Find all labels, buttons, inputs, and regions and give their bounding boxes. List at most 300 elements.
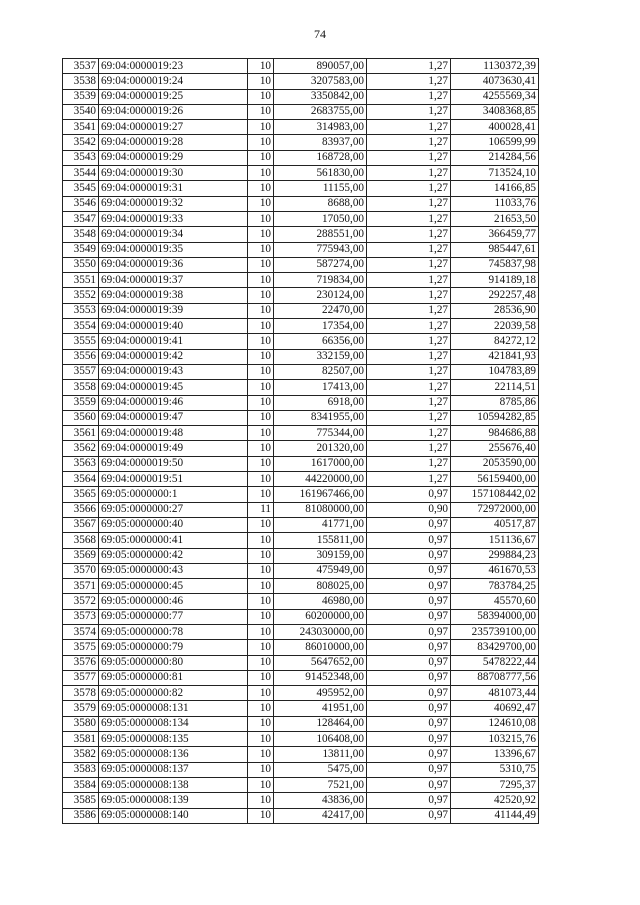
cadastral-number-cell: 69:05:0000000:45: [99, 579, 248, 594]
row-number-cell: 3565: [63, 487, 99, 502]
row-number-cell: 3540: [63, 104, 99, 119]
category-code-cell: 10: [248, 640, 274, 655]
cadastral-number-cell: 69:04:0000019:30: [99, 166, 248, 181]
coefficient-cell: 1,27: [367, 273, 451, 288]
cadastral-number-cell: 69:05:0000000:80: [99, 655, 248, 670]
row-number-cell: 3566: [63, 502, 99, 517]
table-row: [63, 288, 539, 303]
category-code-cell: 10: [248, 762, 274, 777]
row-number-cell: 3559: [63, 395, 99, 410]
category-code-cell: 10: [248, 227, 274, 242]
coefficient-cell: 0,97: [367, 533, 451, 548]
row-number-cell: 3552: [63, 288, 99, 303]
result-cell: 72972000,00: [451, 502, 539, 517]
table-row: [63, 670, 539, 685]
category-code-cell: 10: [248, 334, 274, 349]
coefficient-cell: 0,97: [367, 747, 451, 762]
row-number-cell: 3549: [63, 242, 99, 257]
table-row: [63, 349, 539, 364]
cadastral-number-cell: 69:05:0000000:43: [99, 563, 248, 578]
result-cell: 985447,61: [451, 242, 539, 257]
table-row: [63, 273, 539, 288]
row-number-cell: 3573: [63, 609, 99, 624]
cadastral-number-cell: 69:05:0000008:137: [99, 762, 248, 777]
value-cell: 890057,00: [274, 59, 367, 74]
coefficient-cell: 1,27: [367, 334, 451, 349]
result-cell: 4255569,34: [451, 89, 539, 104]
table-row: [63, 502, 539, 517]
table-row: [63, 395, 539, 410]
cadastral-number-cell: 69:05:0000000:82: [99, 686, 248, 701]
coefficient-cell: 0,97: [367, 793, 451, 808]
coefficient-cell: 1,27: [367, 456, 451, 471]
value-cell: 719834,00: [274, 273, 367, 288]
result-cell: 11033,76: [451, 196, 539, 211]
cadastral-number-cell: 69:04:0000019:47: [99, 410, 248, 425]
cadastral-number-cell: 69:05:0000008:140: [99, 808, 248, 823]
value-cell: 309159,00: [274, 548, 367, 563]
result-cell: 255676,40: [451, 441, 539, 456]
cadastral-number-cell: 69:05:0000008:134: [99, 716, 248, 731]
value-cell: 161967466,00: [274, 487, 367, 502]
category-code-cell: 10: [248, 655, 274, 670]
category-code-cell: 10: [248, 242, 274, 257]
cadastral-number-cell: 69:04:0000019:32: [99, 196, 248, 211]
coefficient-cell: 1,27: [367, 426, 451, 441]
row-number-cell: 3551: [63, 273, 99, 288]
row-number-cell: 3544: [63, 166, 99, 181]
cadastral-number-cell: 69:05:0000000:40: [99, 517, 248, 532]
value-cell: 128464,00: [274, 716, 367, 731]
value-cell: 168728,00: [274, 150, 367, 165]
table-row: [63, 380, 539, 395]
result-cell: 58394000,00: [451, 609, 539, 624]
cadastral-number-cell: 69:05:0000008:139: [99, 793, 248, 808]
row-number-cell: 3577: [63, 670, 99, 685]
cadastral-number-cell: 69:04:0000019:38: [99, 288, 248, 303]
value-cell: 46980,00: [274, 594, 367, 609]
table-row: [63, 303, 539, 318]
value-cell: 3207583,00: [274, 74, 367, 89]
category-code-cell: 10: [248, 196, 274, 211]
table-row: [63, 609, 539, 624]
value-cell: 91452348,00: [274, 670, 367, 685]
category-code-cell: 10: [248, 135, 274, 150]
category-code-cell: 10: [248, 533, 274, 548]
category-code-cell: 10: [248, 777, 274, 792]
coefficient-cell: 1,27: [367, 303, 451, 318]
row-number-cell: 3542: [63, 135, 99, 150]
cadastral-number-cell: 69:04:0000019:46: [99, 395, 248, 410]
coefficient-cell: 1,27: [367, 89, 451, 104]
table-row: [63, 242, 539, 257]
value-cell: 2683755,00: [274, 104, 367, 119]
table-row: [63, 410, 539, 425]
category-code-cell: 11: [248, 502, 274, 517]
table-row: [63, 747, 539, 762]
table-row: [63, 640, 539, 655]
cadastral-number-cell: 69:04:0000019:45: [99, 380, 248, 395]
row-number-cell: 3560: [63, 410, 99, 425]
table-row: [63, 334, 539, 349]
cadastral-number-cell: 69:04:0000019:43: [99, 364, 248, 379]
cadastral-number-cell: 69:05:0000000:77: [99, 609, 248, 624]
coefficient-cell: 0,97: [367, 487, 451, 502]
cadastral-number-cell: 69:04:0000019:29: [99, 150, 248, 165]
row-number-cell: 3553: [63, 303, 99, 318]
cadastral-number-cell: 69:04:0000019:35: [99, 242, 248, 257]
value-cell: 1617000,00: [274, 456, 367, 471]
coefficient-cell: 1,27: [367, 410, 451, 425]
cadastral-number-cell: 69:05:0000008:138: [99, 777, 248, 792]
result-cell: 151136,67: [451, 533, 539, 548]
coefficient-cell: 0,97: [367, 762, 451, 777]
table-row: [63, 181, 539, 196]
result-cell: 713524,10: [451, 166, 539, 181]
coefficient-cell: 1,27: [367, 395, 451, 410]
result-cell: 366459,77: [451, 227, 539, 242]
row-number-cell: 3570: [63, 563, 99, 578]
cadastral-number-cell: 69:04:0000019:24: [99, 74, 248, 89]
result-cell: 28536,90: [451, 303, 539, 318]
category-code-cell: 10: [248, 517, 274, 532]
category-code-cell: 10: [248, 487, 274, 502]
cadastral-number-cell: 69:04:0000019:48: [99, 426, 248, 441]
category-code-cell: 10: [248, 441, 274, 456]
coefficient-cell: 0,97: [367, 732, 451, 747]
row-number-cell: 3575: [63, 640, 99, 655]
row-number-cell: 3584: [63, 777, 99, 792]
row-number-cell: 3548: [63, 227, 99, 242]
result-cell: 421841,93: [451, 349, 539, 364]
table-row: [63, 563, 539, 578]
result-cell: 299884,23: [451, 548, 539, 563]
row-number-cell: 3546: [63, 196, 99, 211]
coefficient-cell: 1,27: [367, 181, 451, 196]
value-cell: 332159,00: [274, 349, 367, 364]
value-cell: 775943,00: [274, 242, 367, 257]
coefficient-cell: 1,27: [367, 441, 451, 456]
category-code-cell: 10: [248, 701, 274, 716]
category-code-cell: 10: [248, 716, 274, 731]
row-number-cell: 3557: [63, 364, 99, 379]
result-cell: 42520,92: [451, 793, 539, 808]
category-code-cell: 10: [248, 273, 274, 288]
cadastral-number-cell: 69:05:0000000:1: [99, 487, 248, 502]
row-number-cell: 3572: [63, 594, 99, 609]
cadastral-number-cell: 69:04:0000019:36: [99, 257, 248, 272]
result-cell: 88708777,56: [451, 670, 539, 685]
result-cell: 22039,58: [451, 319, 539, 334]
coefficient-cell: 0,97: [367, 563, 451, 578]
table-row: [63, 89, 539, 104]
value-cell: 155811,00: [274, 533, 367, 548]
coefficient-cell: 1,27: [367, 227, 451, 242]
category-code-cell: 10: [248, 594, 274, 609]
table-row: [63, 150, 539, 165]
category-code-cell: 10: [248, 732, 274, 747]
table-row: [63, 548, 539, 563]
table-body: [63, 59, 539, 824]
cadastral-number-cell: 69:05:0000000:41: [99, 533, 248, 548]
cadastral-number-cell: 69:04:0000019:51: [99, 472, 248, 487]
row-number-cell: 3539: [63, 89, 99, 104]
category-code-cell: 10: [248, 59, 274, 74]
cadastral-number-cell: 69:04:0000019:26: [99, 104, 248, 119]
result-cell: 103215,76: [451, 732, 539, 747]
value-cell: 230124,00: [274, 288, 367, 303]
row-number-cell: 3582: [63, 747, 99, 762]
coefficient-cell: 0,97: [367, 808, 451, 823]
category-code-cell: 10: [248, 563, 274, 578]
category-code-cell: 10: [248, 548, 274, 563]
value-cell: 17413,00: [274, 380, 367, 395]
value-cell: 5475,00: [274, 762, 367, 777]
row-number-cell: 3545: [63, 181, 99, 196]
value-cell: 66356,00: [274, 334, 367, 349]
category-code-cell: 10: [248, 380, 274, 395]
coefficient-cell: 1,27: [367, 364, 451, 379]
category-code-cell: 10: [248, 609, 274, 624]
row-number-cell: 3569: [63, 548, 99, 563]
table-row: [63, 74, 539, 89]
coefficient-cell: 1,27: [367, 166, 451, 181]
table-row: [63, 227, 539, 242]
cadastral-number-cell: 69:04:0000019:42: [99, 349, 248, 364]
category-code-cell: 10: [248, 686, 274, 701]
value-cell: 808025,00: [274, 579, 367, 594]
row-number-cell: 3561: [63, 426, 99, 441]
result-cell: 40692,47: [451, 701, 539, 716]
cadastral-number-cell: 69:05:0000000:81: [99, 670, 248, 685]
value-cell: 41771,00: [274, 517, 367, 532]
value-cell: 288551,00: [274, 227, 367, 242]
table-row: [63, 762, 539, 777]
result-cell: 10594282,85: [451, 410, 539, 425]
value-cell: 82507,00: [274, 364, 367, 379]
row-number-cell: 3558: [63, 380, 99, 395]
value-cell: 44220000,00: [274, 472, 367, 487]
cadastral-number-cell: 69:04:0000019:27: [99, 120, 248, 135]
result-cell: 984686,88: [451, 426, 539, 441]
cadastral-number-cell: 69:04:0000019:49: [99, 441, 248, 456]
coefficient-cell: 0,97: [367, 655, 451, 670]
result-cell: 7295,37: [451, 777, 539, 792]
coefficient-cell: 1,27: [367, 74, 451, 89]
row-number-cell: 3547: [63, 211, 99, 226]
value-cell: 86010000,00: [274, 640, 367, 655]
table-row: [63, 716, 539, 731]
category-code-cell: 10: [248, 747, 274, 762]
coefficient-cell: 1,27: [367, 380, 451, 395]
category-code-cell: 10: [248, 793, 274, 808]
coefficient-cell: 0,97: [367, 640, 451, 655]
row-number-cell: 3585: [63, 793, 99, 808]
row-number-cell: 3550: [63, 257, 99, 272]
table-row: [63, 426, 539, 441]
table-row: [63, 487, 539, 502]
table-row: [63, 793, 539, 808]
row-number-cell: 3538: [63, 74, 99, 89]
coefficient-cell: 0,97: [367, 594, 451, 609]
cadastral-number-cell: 69:05:0000000:46: [99, 594, 248, 609]
value-cell: 3350842,00: [274, 89, 367, 104]
row-number-cell: 3586: [63, 808, 99, 823]
result-cell: 124610,08: [451, 716, 539, 731]
result-cell: 84272,12: [451, 334, 539, 349]
coefficient-cell: 1,27: [367, 150, 451, 165]
coefficient-cell: 0,90: [367, 502, 451, 517]
category-code-cell: 10: [248, 456, 274, 471]
row-number-cell: 3580: [63, 716, 99, 731]
category-code-cell: 10: [248, 303, 274, 318]
cadastral-number-cell: 69:05:0000000:27: [99, 502, 248, 517]
coefficient-cell: 0,97: [367, 777, 451, 792]
cadastral-number-cell: 69:04:0000019:50: [99, 456, 248, 471]
table-row: [63, 196, 539, 211]
value-cell: 314983,00: [274, 120, 367, 135]
row-number-cell: 3567: [63, 517, 99, 532]
category-code-cell: 10: [248, 364, 274, 379]
category-code-cell: 10: [248, 349, 274, 364]
result-cell: 461670,53: [451, 563, 539, 578]
result-cell: 41144,49: [451, 808, 539, 823]
table-row: [63, 472, 539, 487]
category-code-cell: 10: [248, 808, 274, 823]
table-row: [63, 211, 539, 226]
coefficient-cell: 0,97: [367, 548, 451, 563]
row-number-cell: 3568: [63, 533, 99, 548]
category-code-cell: 10: [248, 426, 274, 441]
table-row: [63, 441, 539, 456]
coefficient-cell: 0,97: [367, 716, 451, 731]
category-code-cell: 10: [248, 211, 274, 226]
value-cell: 41951,00: [274, 701, 367, 716]
category-code-cell: 10: [248, 120, 274, 135]
coefficient-cell: 1,27: [367, 257, 451, 272]
cadastral-number-cell: 69:05:0000008:131: [99, 701, 248, 716]
value-cell: 475949,00: [274, 563, 367, 578]
row-number-cell: 3571: [63, 579, 99, 594]
table-row: [63, 166, 539, 181]
cadastral-number-cell: 69:04:0000019:33: [99, 211, 248, 226]
result-cell: 235739100,00: [451, 624, 539, 639]
result-cell: 157108442,02: [451, 487, 539, 502]
value-cell: 42417,00: [274, 808, 367, 823]
value-cell: 7521,00: [274, 777, 367, 792]
table-row: [63, 686, 539, 701]
category-code-cell: 10: [248, 89, 274, 104]
coefficient-cell: 1,27: [367, 135, 451, 150]
result-cell: 8785,86: [451, 395, 539, 410]
category-code-cell: 10: [248, 181, 274, 196]
value-cell: 775344,00: [274, 426, 367, 441]
category-code-cell: 10: [248, 104, 274, 119]
result-cell: 214284,56: [451, 150, 539, 165]
cadastral-number-cell: 69:04:0000019:39: [99, 303, 248, 318]
row-number-cell: 3578: [63, 686, 99, 701]
table-row: [63, 135, 539, 150]
row-number-cell: 3574: [63, 624, 99, 639]
result-cell: 22114,51: [451, 380, 539, 395]
category-code-cell: 10: [248, 670, 274, 685]
coefficient-cell: 1,27: [367, 349, 451, 364]
category-code-cell: 10: [248, 319, 274, 334]
result-cell: 783784,25: [451, 579, 539, 594]
table-row: [63, 655, 539, 670]
table-row: [63, 732, 539, 747]
result-cell: 1130372,39: [451, 59, 539, 74]
table-row: [63, 808, 539, 823]
category-code-cell: 10: [248, 257, 274, 272]
table-row: [63, 120, 539, 135]
result-cell: 13396,67: [451, 747, 539, 762]
result-cell: 292257,48: [451, 288, 539, 303]
coefficient-cell: 1,27: [367, 196, 451, 211]
value-cell: 22470,00: [274, 303, 367, 318]
row-number-cell: 3562: [63, 441, 99, 456]
table-row: [63, 319, 539, 334]
category-code-cell: 10: [248, 166, 274, 181]
table-row: [63, 257, 539, 272]
page-number: 74: [314, 27, 326, 41]
value-cell: 6918,00: [274, 395, 367, 410]
cadastral-number-cell: 69:04:0000019:23: [99, 59, 248, 74]
result-cell: 40517,87: [451, 517, 539, 532]
table-row: [63, 59, 539, 74]
coefficient-cell: 0,97: [367, 624, 451, 639]
value-cell: 5647652,00: [274, 655, 367, 670]
value-cell: 106408,00: [274, 732, 367, 747]
table-row: [63, 594, 539, 609]
coefficient-cell: 1,27: [367, 211, 451, 226]
coefficient-cell: 1,27: [367, 120, 451, 135]
value-cell: 11155,00: [274, 181, 367, 196]
cadastral-number-cell: 69:04:0000019:40: [99, 319, 248, 334]
value-cell: 17050,00: [274, 211, 367, 226]
result-cell: 104783,89: [451, 364, 539, 379]
value-cell: 8688,00: [274, 196, 367, 211]
cadastral-number-cell: 69:04:0000019:31: [99, 181, 248, 196]
table-row: [63, 777, 539, 792]
value-cell: 81080000,00: [274, 502, 367, 517]
result-cell: 83429700,00: [451, 640, 539, 655]
coefficient-cell: 1,27: [367, 288, 451, 303]
value-cell: 587274,00: [274, 257, 367, 272]
cadastral-number-cell: 69:04:0000019:28: [99, 135, 248, 150]
value-cell: 495952,00: [274, 686, 367, 701]
value-cell: 8341955,00: [274, 410, 367, 425]
result-cell: 3408368,85: [451, 104, 539, 119]
table-row: [63, 364, 539, 379]
value-cell: 43836,00: [274, 793, 367, 808]
table-row: [63, 517, 539, 532]
coefficient-cell: 0,97: [367, 686, 451, 701]
cadastral-number-cell: 69:04:0000019:37: [99, 273, 248, 288]
cadastral-number-cell: 69:05:0000008:135: [99, 732, 248, 747]
category-code-cell: 10: [248, 74, 274, 89]
cadastral-number-cell: 69:05:0000000:79: [99, 640, 248, 655]
result-cell: 5310,75: [451, 762, 539, 777]
category-code-cell: 10: [248, 288, 274, 303]
row-number-cell: 3556: [63, 349, 99, 364]
coefficient-cell: 1,27: [367, 59, 451, 74]
row-number-cell: 3554: [63, 319, 99, 334]
cadastre-table: [62, 58, 539, 824]
result-cell: 14166,85: [451, 181, 539, 196]
result-cell: 106599,99: [451, 135, 539, 150]
result-cell: 745837,98: [451, 257, 539, 272]
